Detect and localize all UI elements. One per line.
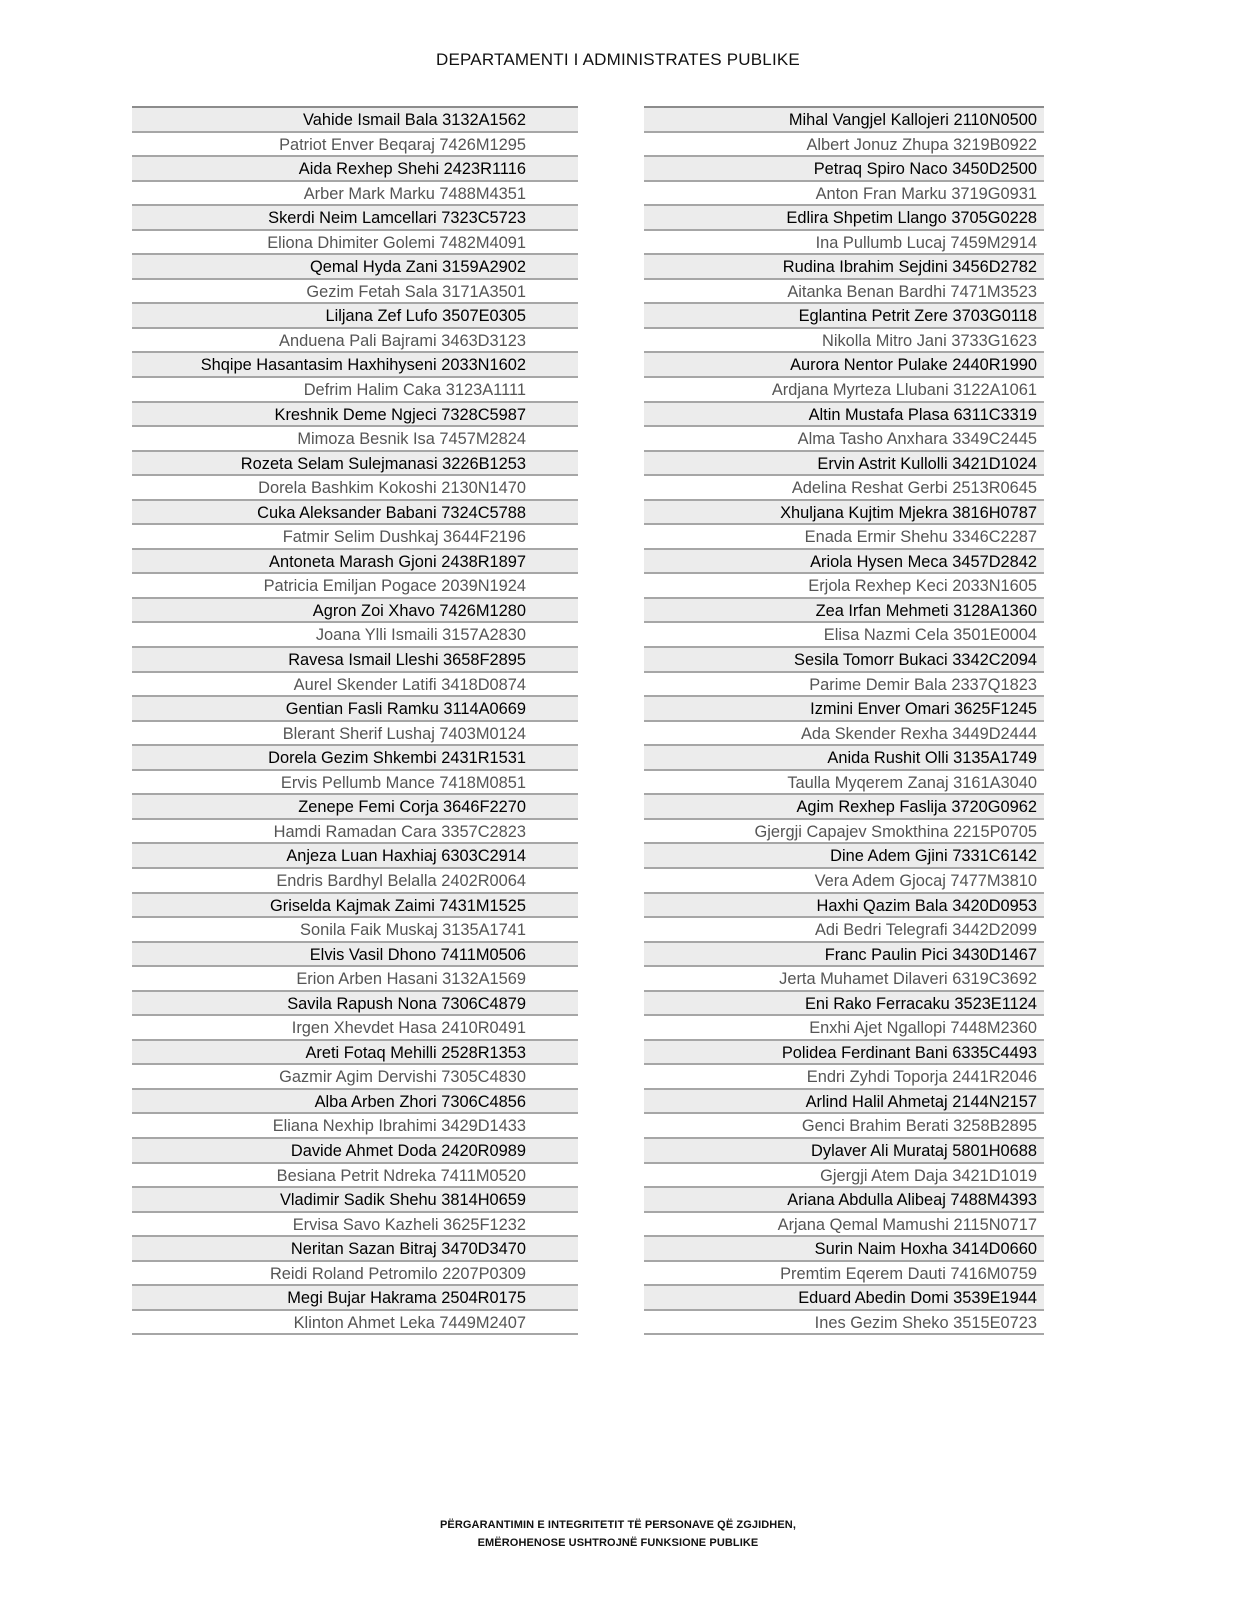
list-item: Endri Zyhdi Toporja 2441R2046 xyxy=(644,1065,1044,1090)
list-item: Eliona Dhimiter Golemi 7482M4091 xyxy=(132,231,578,256)
list-item: Gazmir Agim Dervishi 7305C4830 xyxy=(132,1065,578,1090)
list-item: Adelina Reshat Gerbi 2513R0645 xyxy=(644,476,1044,501)
list-item: Fatmir Selim Dushkaj 3644F2196 xyxy=(132,525,578,550)
list-item: Irgen Xhevdet Hasa 2410R0491 xyxy=(132,1016,578,1041)
list-item: Eliana Nexhip Ibrahimi 3429D1433 xyxy=(132,1114,578,1139)
list-item: Ardjana Myrteza Llubani 3122A1061 xyxy=(644,378,1044,403)
list-item: Davide Ahmet Doda 2420R0989 xyxy=(132,1139,578,1164)
list-item: Ada Skender Rexha 3449D2444 xyxy=(644,722,1044,747)
list-item: Anjeza Luan Haxhiaj 6303C2914 xyxy=(132,844,578,869)
list-item: Gjergji Atem Daja 3421D1019 xyxy=(644,1164,1044,1189)
list-item: Ravesa Ismail Lleshi 3658F2895 xyxy=(132,648,578,673)
list-item: Endris Bardhyl Belalla 2402R0064 xyxy=(132,869,578,894)
list-item: Jerta Muhamet Dilaveri 6319C3692 xyxy=(644,967,1044,992)
page-footer xyxy=(0,1516,1236,1552)
list-item: Genci Brahim Berati 3258B2895 xyxy=(644,1114,1044,1139)
list-item: Franc Paulin Pici 3430D1467 xyxy=(644,943,1044,968)
list-item: Eduard Abedin Domi 3539E1944 xyxy=(644,1286,1044,1311)
list-item: Xhuljana Kujtim Mjekra 3816H0787 xyxy=(644,501,1044,526)
list-item: Blerant Sherif Lushaj 7403M0124 xyxy=(132,722,578,747)
list-item: Mimoza Besnik Isa 7457M2824 xyxy=(132,427,578,452)
list-item: Sesila Tomorr Bukaci 3342C2094 xyxy=(644,648,1044,673)
list-item: Shqipe Hasantasim Haxhihyseni 2033N1602 xyxy=(132,353,578,378)
list-item: Klinton Ahmet Leka 7449M2407 xyxy=(132,1311,578,1336)
right-name-list xyxy=(644,106,1044,1335)
list-item: Arlind Halil Ahmetaj 2144N2157 xyxy=(644,1090,1044,1115)
footer-line-1: PËRGARANTIMIN E INTEGRITETIT TË PERSONAVE QË ZGJIDHEN, xyxy=(439,1519,796,1531)
list-item: Vladimir Sadik Shehu 3814H0659 xyxy=(132,1188,578,1213)
list-item: Besiana Petrit Ndreka 7411M0520 xyxy=(132,1164,578,1189)
list-item: Patriot Enver Beqaraj 7426M1295 xyxy=(132,133,578,158)
list-item: Antoneta Marash Gjoni 2438R1897 xyxy=(132,550,578,575)
list-item: Aida Rexhep Shehi 2423R1116 xyxy=(132,157,578,182)
list-item: Altin Mustafa Plasa 6311C3319 xyxy=(644,403,1044,428)
list-item: Areti Fotaq Mehilli 2528R1353 xyxy=(132,1041,578,1066)
list-item: Aitanka Benan Bardhi 7471M3523 xyxy=(644,280,1044,305)
list-item: Ervin Astrit Kullolli 3421D1024 xyxy=(644,452,1044,477)
list-item: Enxhi Ajet Ngallopi 7448M2360 xyxy=(644,1016,1044,1041)
list-item: Nikolla Mitro Jani 3733G1623 xyxy=(644,329,1044,354)
list-item: Gezim Fetah Sala 3171A3501 xyxy=(132,280,578,305)
list-item: Kreshnik Deme Ngjeci 7328C5987 xyxy=(132,403,578,428)
page-title: DEPARTAMENTI I ADMINISTRATES PUBLIKE xyxy=(436,50,800,69)
list-item: Erjola Rexhep Keci 2033N1605 xyxy=(644,574,1044,599)
list-item: Ines Gezim Sheko 3515E0723 xyxy=(644,1311,1044,1336)
list-item: Izmini Enver Omari 3625F1245 xyxy=(644,697,1044,722)
list-item: Ervisa Savo Kazheli 3625F1232 xyxy=(132,1213,578,1238)
list-item: Arjana Qemal Mamushi 2115N0717 xyxy=(644,1213,1044,1238)
list-item: Surin Naim Hoxha 3414D0660 xyxy=(644,1237,1044,1262)
list-item: Agron Zoi Xhavo 7426M1280 xyxy=(132,599,578,624)
footer-line-2: EMËROHENOSE USHTROJNË FUNKSIONE PUBLIKE xyxy=(477,1537,759,1549)
list-item: Eni Rako Ferracaku 3523E1124 xyxy=(644,992,1044,1017)
list-item: Zea Irfan Mehmeti 3128A1360 xyxy=(644,599,1044,624)
list-item: Taulla Myqerem Zanaj 3161A3040 xyxy=(644,771,1044,796)
list-item: Dorela Bashkim Kokoshi 2130N1470 xyxy=(132,476,578,501)
list-item: Elvis Vasil Dhono 7411M0506 xyxy=(132,943,578,968)
list-item: Zenepe Femi Corja 3646F2270 xyxy=(132,795,578,820)
list-item: Defrim Halim Caka 3123A1111 xyxy=(132,378,578,403)
list-item: Reidi Roland Petromilo 2207P0309 xyxy=(132,1262,578,1287)
list-item: Ariana Abdulla Alibeaj 7488M4393 xyxy=(644,1188,1044,1213)
list-item: Albert Jonuz Zhupa 3219B0922 xyxy=(644,133,1044,158)
list-item: Adi Bedri Telegrafi 3442D2099 xyxy=(644,918,1044,943)
list-item: Petraq Spiro Naco 3450D2500 xyxy=(644,157,1044,182)
list-item: Anduena Pali Bajrami 3463D3123 xyxy=(132,329,578,354)
list-item: Mihal Vangjel Kallojeri 2110N0500 xyxy=(644,108,1044,133)
list-item: Alma Tasho Anxhara 3349C2445 xyxy=(644,427,1044,452)
list-item: Cuka Aleksander Babani 7324C5788 xyxy=(132,501,578,526)
list-item: Savila Rapush Nona 7306C4879 xyxy=(132,992,578,1017)
list-item: Liljana Zef Lufo 3507E0305 xyxy=(132,304,578,329)
list-item: Ariola Hysen Meca 3457D2842 xyxy=(644,550,1044,575)
list-item: Agim Rexhep Faslija 3720G0962 xyxy=(644,795,1044,820)
list-item: Erion Arben Hasani 3132A1569 xyxy=(132,967,578,992)
list-item: Aurora Nentor Pulake 2440R1990 xyxy=(644,353,1044,378)
list-item: Gentian Fasli Ramku 3114A0669 xyxy=(132,697,578,722)
list-item: Dine Adem Gjini 7331C6142 xyxy=(644,844,1044,869)
list-item: Megi Bujar Hakrama 2504R0175 xyxy=(132,1286,578,1311)
list-item: Hamdi Ramadan Cara 3357C2823 xyxy=(132,820,578,845)
list-item: Polidea Ferdinant Bani 6335C4493 xyxy=(644,1041,1044,1066)
list-item: Alba Arben Zhori 7306C4856 xyxy=(132,1090,578,1115)
list-item: Vera Adem Gjocaj 7477M3810 xyxy=(644,869,1044,894)
list-item: Parime Demir Bala 2337Q1823 xyxy=(644,673,1044,698)
list-item: Anida Rushit Olli 3135A1749 xyxy=(644,746,1044,771)
list-item: Griselda Kajmak Zaimi 7431M1525 xyxy=(132,894,578,919)
list-item: Elisa Nazmi Cela 3501E0004 xyxy=(644,623,1044,648)
list-item: Neritan Sazan Bitraj 3470D3470 xyxy=(132,1237,578,1262)
list-item: Anton Fran Marku 3719G0931 xyxy=(644,182,1044,207)
list-item: Edlira Shpetim Llango 3705G0228 xyxy=(644,206,1044,231)
list-item: Skerdi Neim Lamcellari 7323C5723 xyxy=(132,206,578,231)
left-name-list xyxy=(132,106,578,1335)
list-item: Dylaver Ali Murataj 5801H0688 xyxy=(644,1139,1044,1164)
list-item: Enada Ermir Shehu 3346C2287 xyxy=(644,525,1044,550)
list-item: Patricia Emiljan Pogace 2039N1924 xyxy=(132,574,578,599)
list-item: Haxhi Qazim Bala 3420D0953 xyxy=(644,894,1044,919)
list-item: Ervis Pellumb Mance 7418M0851 xyxy=(132,771,578,796)
list-item: Vahide Ismail Bala 3132A1562 xyxy=(132,108,578,133)
list-item: Premtim Eqerem Dauti 7416M0759 xyxy=(644,1262,1044,1287)
list-item: Rozeta Selam Sulejmanasi 3226B1253 xyxy=(132,452,578,477)
list-item: Sonila Faik Muskaj 3135A1741 xyxy=(132,918,578,943)
list-item: Rudina Ibrahim Sejdini 3456D2782 xyxy=(644,255,1044,280)
list-item: Qemal Hyda Zani 3159A2902 xyxy=(132,255,578,280)
list-item: Dorela Gezim Shkembi 2431R1531 xyxy=(132,746,578,771)
list-item: Arber Mark Marku 7488M4351 xyxy=(132,182,578,207)
list-item: Eglantina Petrit Zere 3703G0118 xyxy=(644,304,1044,329)
list-item: Aurel Skender Latifi 3418D0874 xyxy=(132,673,578,698)
list-item: Gjergji Capajev Smokthina 2215P0705 xyxy=(644,820,1044,845)
list-item: Ina Pullumb Lucaj 7459M2914 xyxy=(644,231,1044,256)
list-item: Joana Ylli Ismaili 3157A2830 xyxy=(132,623,578,648)
